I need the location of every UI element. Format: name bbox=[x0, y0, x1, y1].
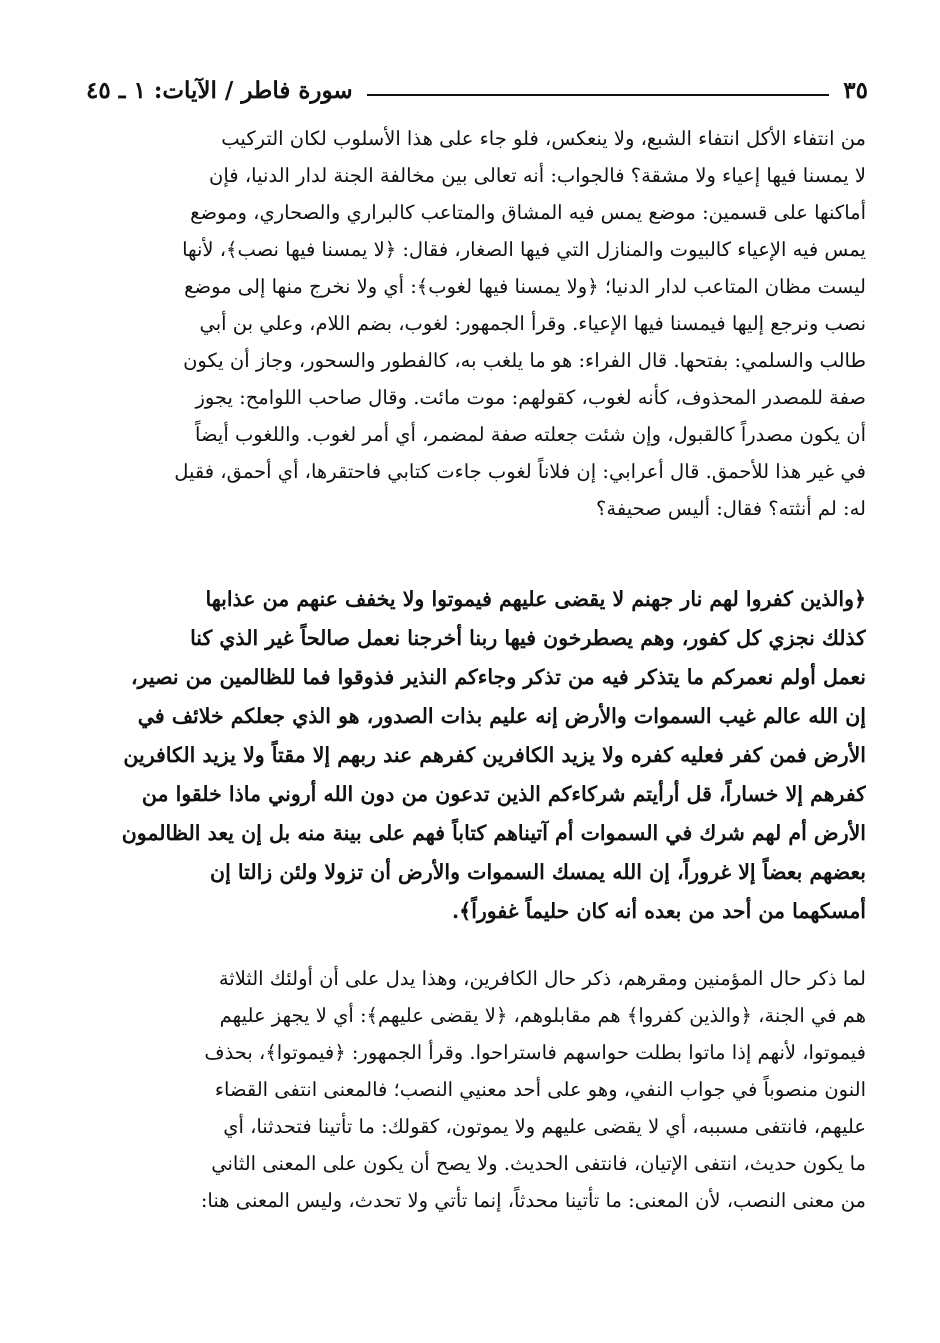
quran-verse-block bbox=[80, 580, 866, 931]
header-rule bbox=[367, 94, 830, 96]
running-header bbox=[86, 70, 868, 110]
page-number: ٣٥ bbox=[843, 76, 868, 104]
surah-title: سورة فاطر / الآيات: ١ ـ ٤٥ bbox=[86, 76, 353, 104]
verse-line: كذلك نجزي كل كفور، وهم يصطرخون فيها ربنا أخرجنا نعمل صالحاً غير الذي كنا bbox=[190, 626, 866, 650]
text-line: أماكنها على قسمين: موضع يمس فيه المشاق والمتاعب كالبراري والصحاري، وموضع bbox=[190, 201, 866, 224]
verse-line: الأرض أم لهم شرك في السموات أم آتيناهم كتاباً فهم على بينة منه بل إن يعد الظالمون bbox=[121, 821, 866, 845]
verse-line: الأرض فمن كفر فعليه كفره ولا يزيد الكافرين كفرهم عند ربهم إلا مقتاً ولا يزيد الكافرين bbox=[123, 743, 866, 767]
commentary-paragraph-1 bbox=[80, 120, 866, 527]
text-line: عليهم، فانتفى مسببه، أي لا يقضى عليهم ولا يموتون، كقولك: ما تأتينا فتحدثنا، أي bbox=[223, 1115, 866, 1138]
verse-line: ﴿والذين كفروا لهم نار جهنم لا يقضى عليهم فيموتوا ولا يخفف عنهم من عذابها bbox=[205, 587, 866, 611]
text-line: يمس فيه الإعياء كالبيوت والمنازل التي فيها الصغار، فقال: ﴿لا يمسنا فيها نصب﴾، لأنها bbox=[182, 238, 866, 261]
verse-line: نعمل أولم نعمركم ما يتذكر فيه من تذكر وجاءكم النذير فذوقوا فما للظالمين من نصير، bbox=[131, 665, 866, 689]
text-line: صفة للمصدر المحذوف، كأنه لغوب، كقولهم: موت مائت. وقال صاحب اللوامح: يجوز bbox=[195, 386, 866, 409]
text-line: هم في الجنة، ﴿والذين كفروا﴾ هم مقابلوهم، ﴿لا يقضى عليهم﴾: أي لا يجهز عليهم bbox=[219, 1004, 866, 1027]
text-line: أن يكون مصدراً كالقبول، وإن شئت جعلته صفة لمضمر، أي أمر لغوب. واللغوب أيضاً bbox=[195, 423, 866, 446]
text-line: من معنى النصب، لأن المعنى: ما تأتينا محدثاً، إنما تأتي ولا تحدث، وليس المعنى هنا: bbox=[200, 1189, 866, 1212]
text-line: نصب ونرجع إليها فيمسنا فيها الإعياء. وقرأ الجمهور: لغوب، بضم اللام، وعلي بن أبي bbox=[199, 312, 866, 335]
text-line: فيموتوا، لأنهم إذا ماتوا بطلت حواسهم فاستراحوا. وقرأ الجمهور: ﴿فيموتوا﴾، بحذف bbox=[204, 1041, 866, 1064]
text-line: طالب والسلمي: بفتحها. قال الفراء: هو ما يلغب به، كالفطور والسحور، وجاز أن يكون bbox=[183, 349, 866, 372]
text-line: في غير هذا للأحمق. قال أعرابي: إن فلاناً لغوب جاءت كتابي فاحتقرها، أي أحمق، فقيل bbox=[174, 460, 866, 483]
text-line: لا يمسنا فيها إعياء ولا مشقة؟ فالجواب: أنه تعالى بين مخالفة الجنة لدار الدنيا، فإن bbox=[209, 164, 866, 187]
verse-line: أمسكهما من أحد من بعده أنه كان حليماً غفوراً﴾. bbox=[452, 899, 866, 923]
verse-line: كفرهم إلا خساراً، قل أرأيتم شركاءكم الذين تدعون من دون الله أروني ماذا خلقوا من bbox=[141, 782, 866, 806]
text-line: لما ذكر حال المؤمنين ومقرهم، ذكر حال الكافرين، وهذا يدل على أن أولئك الثلاثة bbox=[218, 967, 866, 990]
text-line: له: لم أنثته؟ فقال: أليس صحيفة؟ bbox=[596, 497, 866, 520]
text-line: النون منصوباً في جواب النفي، وهو على أحد معنيي النصب؛ فالمعنى انتفى القضاء bbox=[214, 1078, 866, 1101]
commentary-paragraph-2 bbox=[80, 960, 866, 1219]
text-line: ليست مظان المتاعب لدار الدنيا؛ ﴿ولا يمسنا فيها لغوب﴾: أي ولا نخرج منها إلى موضع bbox=[184, 275, 866, 298]
verse-line: إن الله عالم غيب السموات والأرض إنه عليم بذات الصدور، هو الذي جعلكم خلائف في bbox=[137, 704, 866, 728]
verse-line: بعضهم بعضاً إلا غروراً، إن الله يمسك السموات والأرض أن تزولا ولئن زالتا إن bbox=[210, 860, 866, 884]
text-line: ما يكون حديث، انتفى الإتيان، فانتفى الحديث. ولا يصح أن يكون على المعنى الثاني bbox=[211, 1152, 866, 1175]
text-line: من انتفاء الأكل انتفاء الشبع، ولا ينعكس، فلو جاء على هذا الأسلوب لكان التركيب bbox=[221, 127, 866, 150]
